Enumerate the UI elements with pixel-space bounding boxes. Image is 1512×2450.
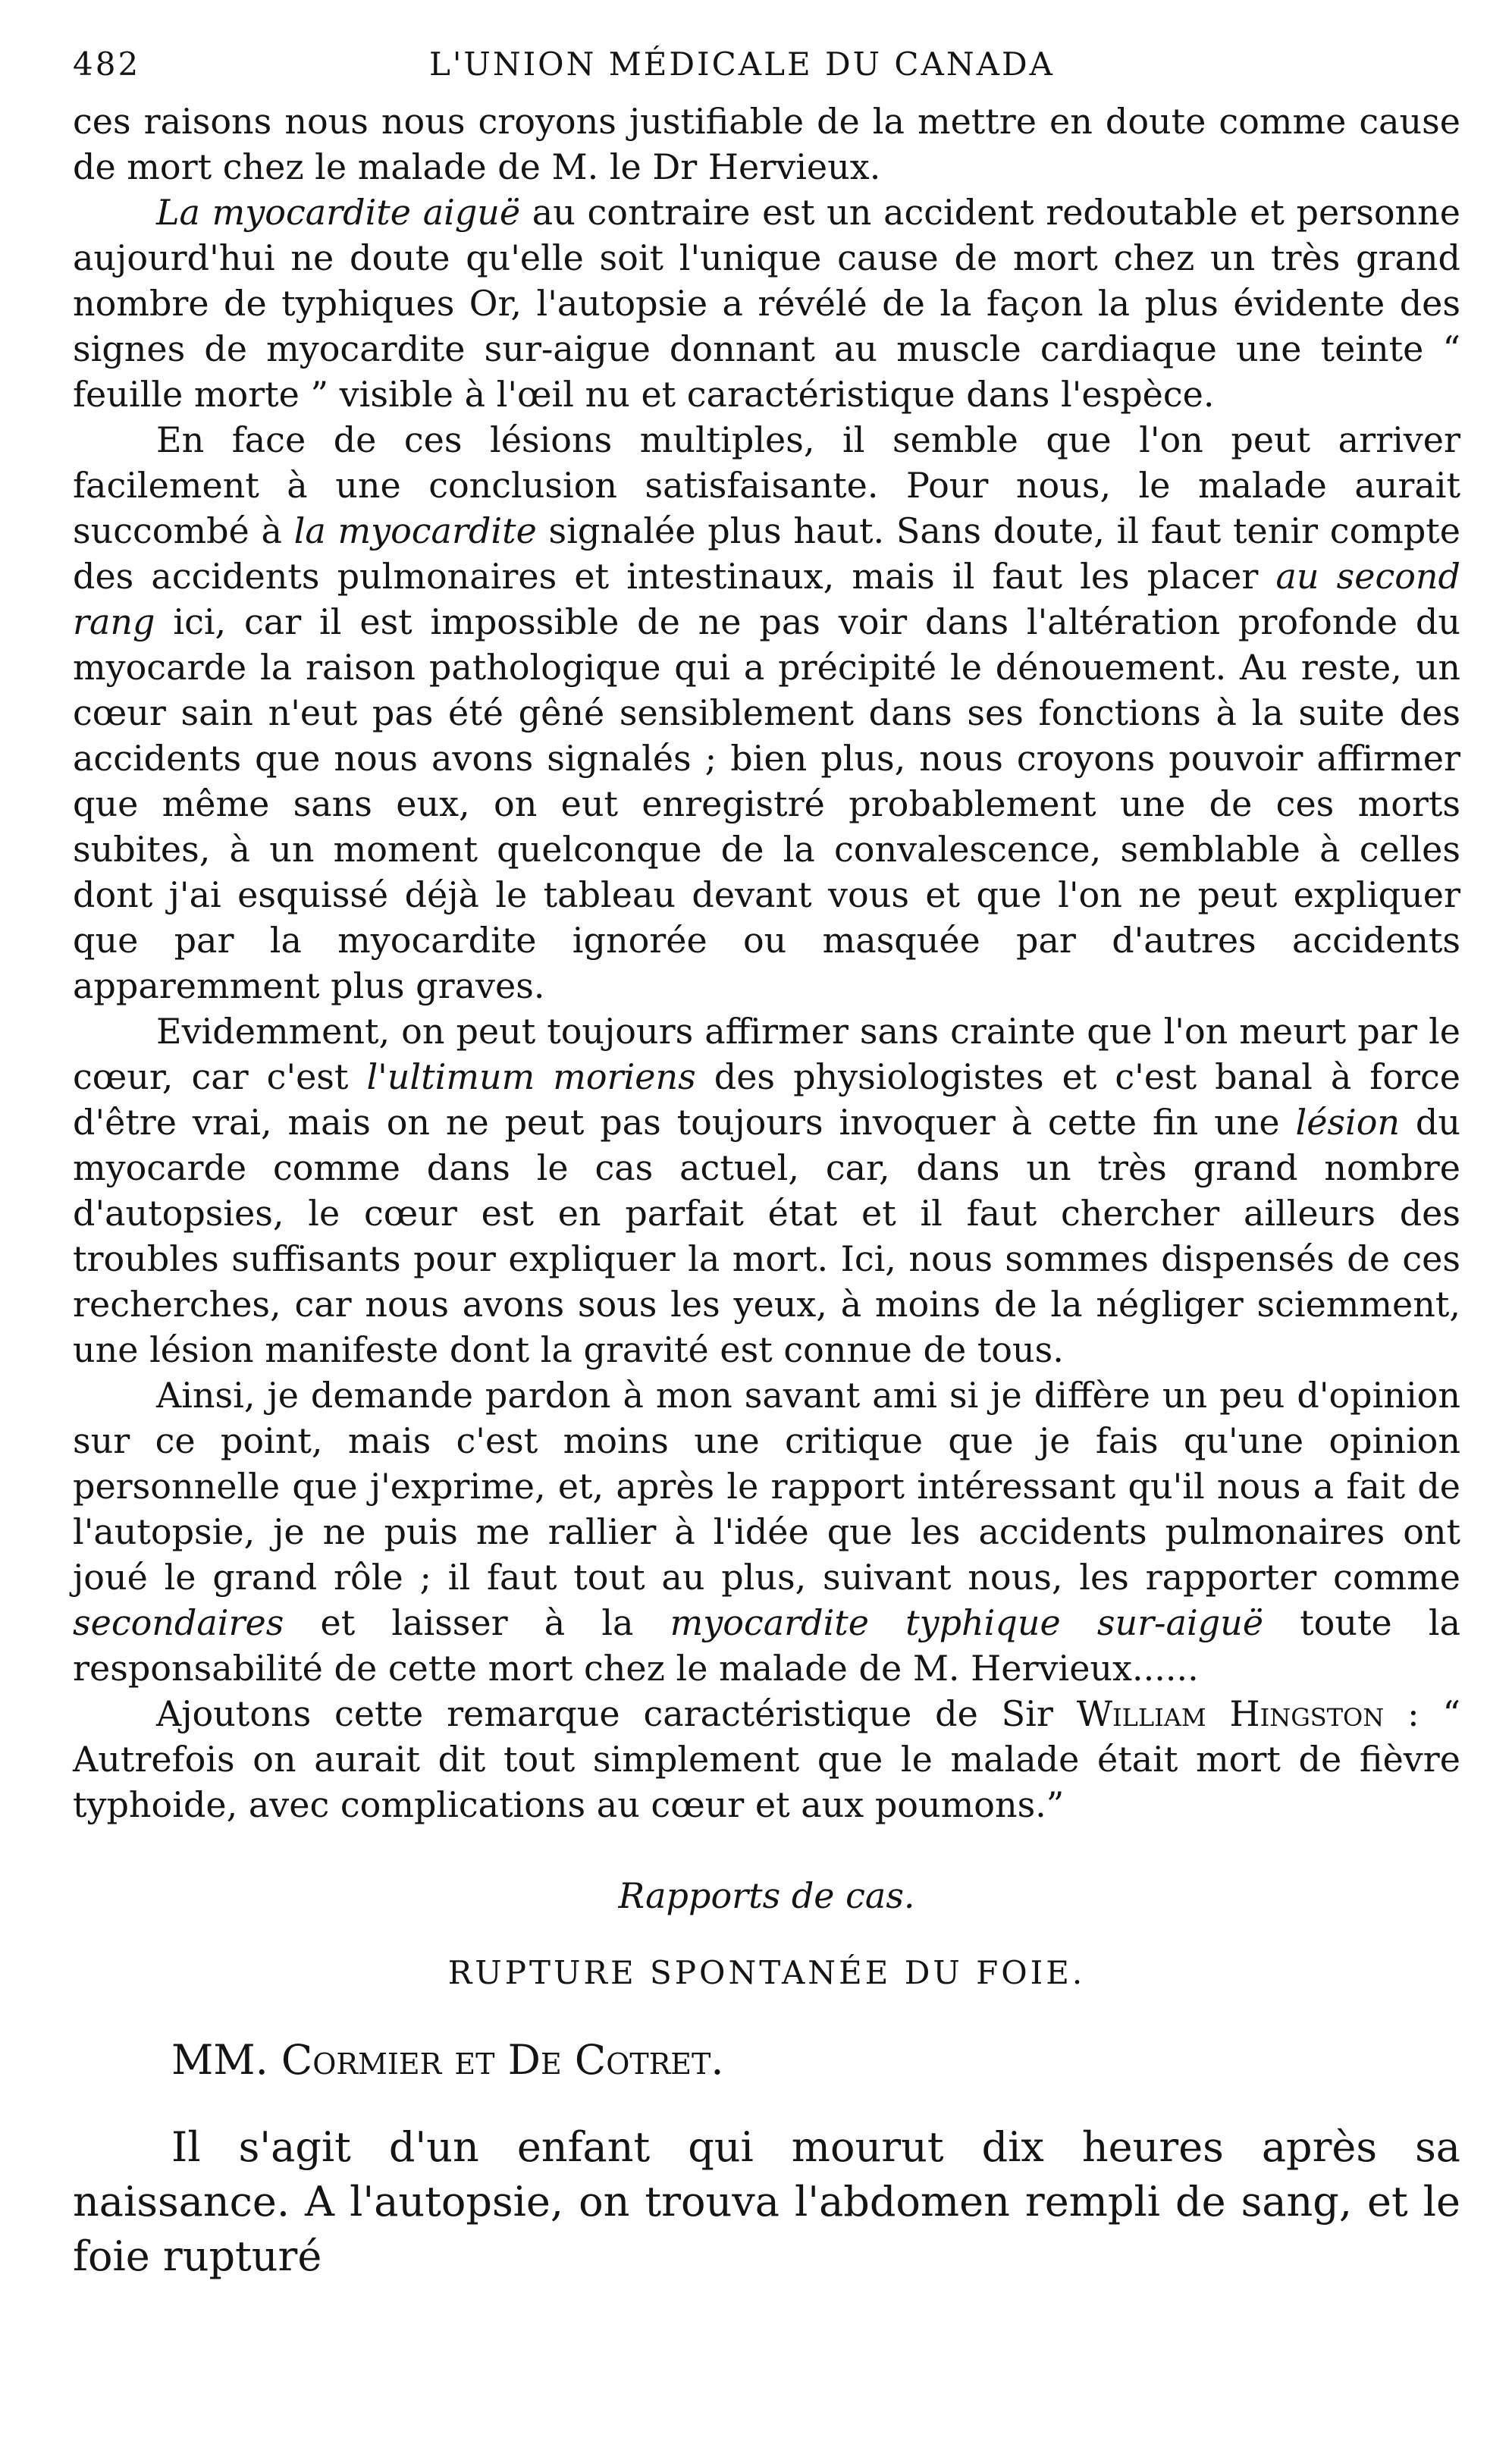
paragraph-text: et laisser à la: [284, 1602, 670, 1643]
italic-term: lésion: [1295, 1102, 1401, 1143]
paragraph-text: du myocarde comme dans le cas actuel, car, dans un très grand nombre d'autopsies, le cœur est en parfait état et il faut chercher ailleurs des troubles suffisants pour expliquer la mort. Ici, nous sommes dispensés de ces recherches, car nous avons sous les yeux, à moins de la négliger sciemment, une lésion manifeste dont la gravité est connue de tous.: [73, 1102, 1461, 1370]
paragraph-ainsi: [73, 1372, 1460, 1691]
paragraph-text: Evidemment, on peut toujours affirmer sans crainte que l'on meurt par le cœur, car c'est: [73, 1011, 1460, 1097]
italic-term: secondaires: [73, 1602, 284, 1643]
person-name: William Hingston: [1076, 1693, 1385, 1734]
document-page: [73, 45, 1460, 2325]
paragraph-continuation: [73, 99, 1460, 190]
authors-line: MM. Cormier et De Cotret.: [171, 2036, 724, 2084]
page-header: [73, 45, 1460, 99]
paragraph-conclusion: [73, 417, 1460, 1009]
page-number: 482: [73, 45, 141, 83]
italic-term: la myocardite: [293, 510, 537, 551]
paragraph-text: En face de ces lésions multiples, il semble que l'on peut arriver facilement à une conclusion satisfaisante. Pour nous, le malade aurait succombé à: [73, 419, 1460, 551]
paragraph-text: ces raisons nous nous croyons justifiable de la mettre en doute comme cause de mort chez le malade de M. le Dr Hervieux.: [73, 101, 1460, 187]
italic-term: myocardite typhique sur-aiguë: [670, 1602, 1264, 1643]
italic-term: l'ultimum moriens: [366, 1056, 696, 1097]
paragraph-text: toute la responsabilité de cette mort chez le malade de M. Hervieux......: [73, 1602, 1461, 1689]
paragraph-ajoutons: [73, 1691, 1460, 1827]
case-body: Il s'agit d'un enfant qui mourut dix heures après sa naissance. A l'autopsie, on trouva l'abdomen rempli de sang, et le foie rupturé: [73, 2123, 1460, 2280]
case-title: RUPTURE SPONTANÉE DU FOIE.: [447, 1954, 1086, 1991]
paragraph-text: des physiologistes et c'est banal à force d'être vrai, mais on ne peut pas toujours invoquer à cette fin une: [73, 1056, 1460, 1143]
journal-title: L'UNION MÉDICALE DU CANADA: [429, 45, 1055, 83]
paragraph-text: Ajoutons cette remarque caractéristique de Sir: [156, 1693, 1077, 1734]
paragraph-text: : “ Autrefois on aurait dit tout simplement que le malade était mort de fièvre typhoide, avec complications au cœur et aux poumons.”: [73, 1693, 1460, 1825]
paragraph-text: signalée plus haut. Sans doute, il faut tenir compte des accidents pulmonaires et intestinaux, mais il faut les placer: [73, 510, 1460, 597]
italic-term: La myocardite aiguë: [156, 192, 521, 233]
paragraph-text: au contraire est un accident redoutable et personne aujourd'hui ne doute qu'elle soit l'unique cause de mort chez un très grand nombre de typhiques Or, l'autopsie a révélé de la façon la plus évidente des signes de myocardite sur-aigue donnant au muscle cardiaque une teinte “ feuille morte ” visible à l'œil nu et caractéristique dans l'espèce.: [73, 192, 1460, 415]
section-heading: Rapports de cas.: [618, 1875, 915, 1916]
paragraph-myocardite-aigue: [73, 190, 1460, 417]
paragraph-evidemment: [73, 1009, 1460, 1372]
italic-term: au second rang: [73, 556, 1460, 642]
paragraph-text: ici, car il est impossible de ne pas voir dans l'altération profonde du myocarde la raison pathologique qui a précipité le dénouement. Au reste, un cœur sain n'eut pas été gêné sensiblement dans ses fonctions à la suite des accidents que nous avons signalés ; bien plus, nous croyons pouvoir affirmer que même sans eux, on eut enregistré probablement une de ces morts subites, à un moment quelconque de la convalescence, semblable à celles dont j'ai esquissé déjà le tableau devant vous et que l'on ne peut expliquer que par la myocardite ignorée ou masquée par d'autres accidents apparemment plus graves.: [73, 601, 1460, 1006]
paragraph-text: Ainsi, je demande pardon à mon savant ami si je diffère un peu d'opinion sur ce point, mais c'est moins une critique que je fais qu'une opinion personnelle que j'exprime, et, après le rapport intéressant qu'il nous a fait de l'autopsie, je ne puis me rallier à l'idée que les accidents pulmonaires ont joué le grand rôle ; il faut tout au plus, suivant nous, les rapporter comme: [73, 1375, 1460, 1598]
